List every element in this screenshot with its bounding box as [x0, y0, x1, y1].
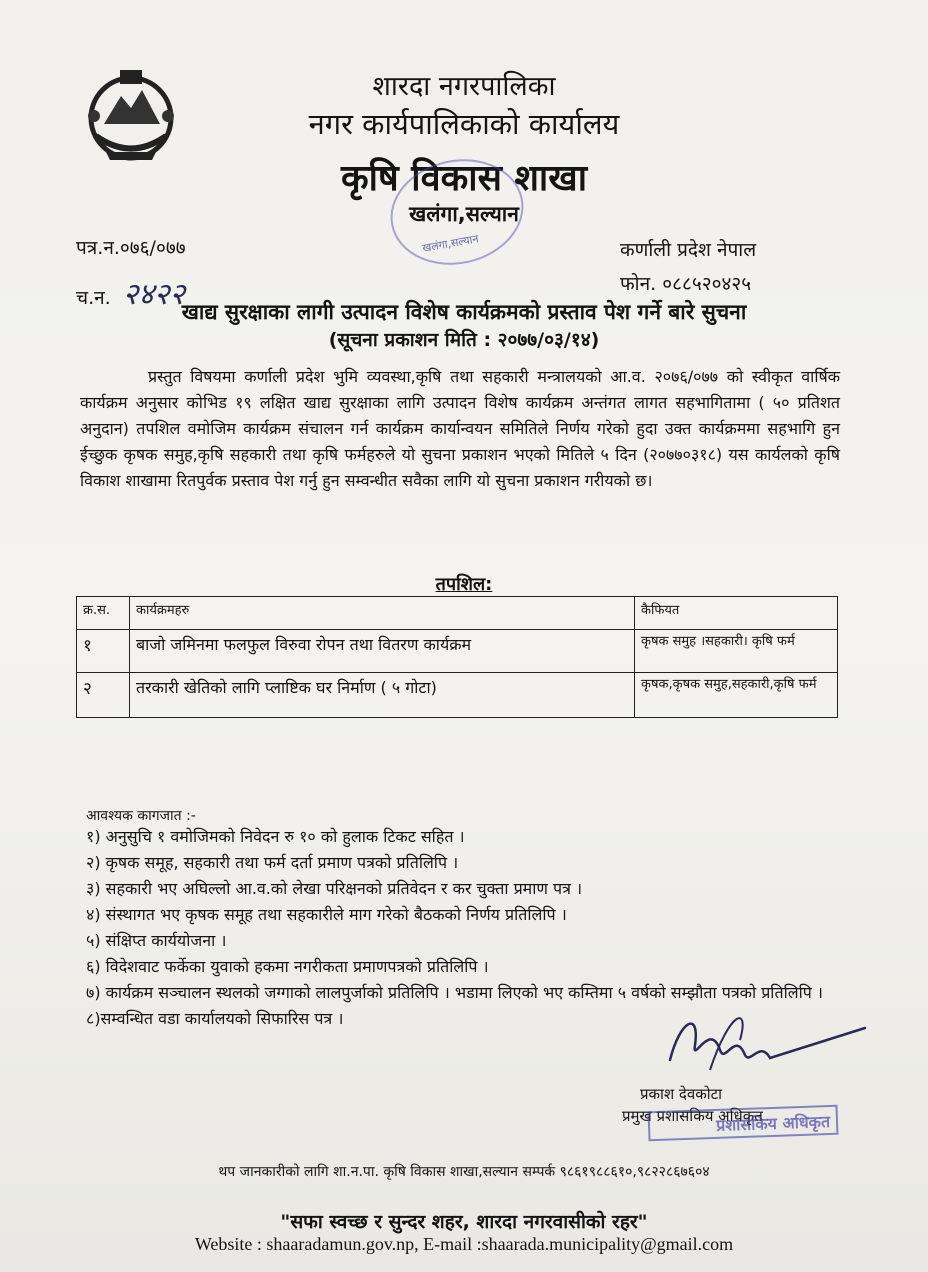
required-documents-title: आवश्यक कागजात :-	[86, 808, 196, 824]
column-header-sn: क्र.स.	[77, 597, 130, 630]
row-serial: २	[77, 673, 130, 718]
office-location: खलंगा,सल्यान	[409, 202, 519, 226]
row-serial: १	[77, 630, 130, 673]
reference-number: पत्र.न.०७६/०७७	[76, 237, 186, 259]
municipality-name: शारदा नगरपालिका	[372, 71, 556, 102]
row-program: तरकारी खेतिको लागि प्लाष्टिक घर निर्माण ( ५ गोटा)	[130, 673, 635, 718]
list-item: ७) कार्यक्रम सञ्चालन स्थलको जग्गाको लालपुर्जाको प्रतिलिपि । भडामा लिएको भए कम्तिमा ५ वर्षको सम्झौता पत्रको प्रतिलिपि ।	[86, 983, 823, 1002]
dispatch-label: च.न.	[76, 287, 111, 309]
column-header-program: कार्यक्रमहरु	[130, 597, 635, 630]
table-row	[77, 673, 838, 718]
program-table	[76, 596, 838, 718]
list-item: ८)सम्वन्धित वडा कार्यालयको सिफारिस पत्र ।	[86, 1009, 344, 1028]
signature-icon	[650, 1000, 880, 1080]
notice-body: प्रस्तुत विषयमा कर्णाली प्रदेश भुमि व्यवस्था,कृषि तथा सहकारी मन्त्रालयको आ.व. २०७६/०७७ को स्वीकृत वार्षिक कार्यक्रम अनुसार कोभिड १९ लक्षित खाद्य सुरक्षाका लागि उत्पादन विशेष कार्यक्रम अन्तंगत लागत सहभागितामा ( ५० प्रतिशत अनुदान) तपशिल वमोजिम कार्यक्रम संचालन गर्न कार्यक्रम कार्यान्वयन समितिले निर्णय गरेको हुदा उक्त कार्यक्रममा सहभागि हुन ईच्छुक कृषक समुह,कृषि सहकारी तथा कृषि फर्महरुले यो सुचना प्रकाशन भएको मितिले ५ दिन (२०७७०३१८) यस कार्यलको कृषि विकाश शाखामा रितपुर्वक प्रस्ताव पेश गर्नु हुन सम्वन्धीत सवैका लागि यो सुचना प्रकाशन गरीयको छ।	[80, 367, 840, 490]
column-header-remark: कैफियत	[635, 597, 838, 630]
publication-date: (सूचना प्रकाशन मिति : २०७७/०३/१४)	[328, 329, 600, 351]
list-item: ४) संस्थागत भए कृषक समूह तथा सहकारीले माग गरेको बैठकको निर्णय प्रतिलिपि ।	[86, 905, 567, 924]
branch-name: कृषि विकास शाखा	[340, 158, 588, 199]
row-remark: कृषक,कृषक समुह,सहकारी,कृषि फर्म	[635, 673, 838, 718]
signatory-name: प्रकाश देवकोटा	[640, 1085, 723, 1103]
signatory-title: प्रमुख प्रशासकिय अधिकृत	[622, 1107, 763, 1125]
table-row	[77, 630, 838, 673]
list-item: ६) विदेशवाट फर्केका युवाको हकमा नगरीकता प्रमाणपत्रको प्रतिलिपि ।	[86, 957, 489, 976]
phone-number: फोन. ०८८५२०४२५	[620, 273, 752, 295]
municipality-slogan: "सफा स्वच्छ र सुन्दर शहर, शारदा नगरवासीको रहर"	[280, 1211, 648, 1233]
list-item: १) अनुसुचि १ वमोजिमको निवेदन रु १० को हुलाक टिकट सहित ।	[86, 827, 465, 846]
contact-info: थप जानकारीको लागि शा.न.पा. कृषि विकास शाखा,सल्यान सम्पर्क ९८६१९८८६१०,९८२२८६७६०४	[218, 1164, 710, 1180]
list-item: ३) सहकारी भए अघिल्लो आ.व.को लेखा परिक्षनको प्रतिवेदन र कर चुक्ता प्रमाण पत्र ।	[86, 879, 583, 898]
signature-stamp: प्रशासकिय अधिकृत	[648, 1105, 839, 1142]
notice-subject: खाद्य सुरक्षाका लागी उत्पादन विशेष कार्यक्रमको प्रस्ताव पेश गर्ने बारे सुचना	[181, 300, 747, 324]
table-heading: तपशिल:	[435, 574, 493, 595]
row-remark: कृषक समुह ।सहकारी। कृषि फर्म	[635, 630, 838, 673]
office-name: नगर कार्यपालिकाको कार्यालय	[308, 107, 620, 141]
office-stamp-text: खलंगा,सल्यान	[421, 232, 480, 255]
dispatch-value: २४२२	[122, 277, 186, 312]
list-item: २) कृषक समूह, सहकारी तथा फर्म दर्ता प्रमाण पत्रको प्रतिलिपि ।	[86, 853, 459, 872]
list-item: ५) संक्षिप्त कार्ययोजना ।	[86, 931, 227, 950]
row-program: बाजो जमिनमा फलफुल विरुवा रोपन तथा वितरण कार्यक्रम	[130, 630, 635, 673]
province-name: कर्णाली प्रदेश नेपाल	[620, 239, 757, 261]
website-email: Website : shaaradamun.gov.np, E-mail :shaarada.municipality@gmail.com	[194, 1234, 734, 1254]
